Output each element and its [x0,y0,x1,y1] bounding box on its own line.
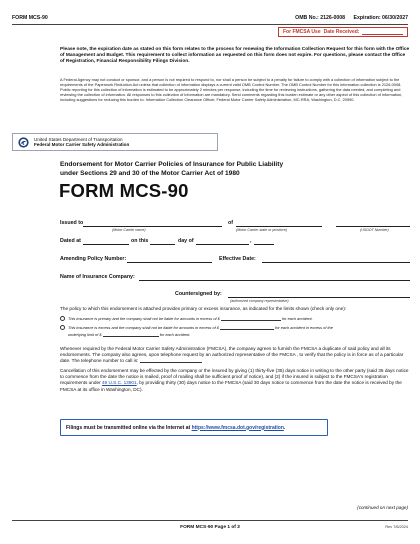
carrier-state-hint: (Motor Carrier state or province) [236,228,288,232]
dated-at-field[interactable] [83,244,129,245]
excess-insurance-option[interactable] [60,325,410,331]
omb-header [288,15,408,21]
excess-radio[interactable] [60,325,65,330]
carrier-name-hint: (Motor Carrier name) [112,228,146,232]
effective-date-label: Effective Date: [219,256,256,262]
carrier-name-field[interactable] [83,226,222,227]
filing-instructions-box [60,419,328,436]
policy-number-field[interactable] [127,262,212,263]
underlying-limit-field[interactable] [103,332,159,337]
of-label: of [228,220,233,226]
omb-number: OMB No.: 2126-0008 [295,15,346,21]
cancellation-text-2: , by providing thirty (30) days notice to the FMCSA (said 30 days notice to commence from the date the notice is received by the FMCSA at its office in Washington, DC). [60,380,402,392]
policy-number-label: Amending Policy Number: [60,256,127,262]
dot-seal-icon [18,137,29,148]
date-received-field[interactable] [362,29,403,35]
insurance-company-field[interactable] [139,280,410,281]
countersigned-label: Countersigned by: [175,291,222,297]
header-divider [12,24,408,25]
fmcsa-use-label: For FMCSA Use [283,29,321,35]
primary-insurance-option[interactable] [60,316,410,322]
footer-divider [12,520,408,521]
underlying-limit-suffix: for each accident. [159,332,191,337]
fmcsa-use-box [278,27,408,37]
duplicate-policy-text: Whenever required by the Federal Motor Carrier Safety Administration (FMCSA), the company agrees to furnish the FMCSA a duplicate of said policy and all its endorsements. The company also agrees, upon telephone request by an authorized representative of the FMCSA , to verify that the policy is in force as of a particular date. The telephone number to call is: [60,346,404,364]
date-received-label: Date Received: [323,29,360,35]
primary-radio[interactable] [60,316,65,321]
continued-note: (continued on next page) [357,505,408,510]
dated-at-label: Dated at [60,238,81,244]
policy-type-instruction: The policy to which this endorsement is attached provides primary or excess insurance, as indicated for the limits shown (check only one): [60,306,347,311]
primary-option-suffix: for each accident. [282,316,313,321]
usdot-number-field[interactable] [336,226,410,227]
issued-to-label: Issued to [60,220,84,226]
telephone-number-field[interactable] [140,358,202,363]
subtitle-line-1: Endorsement for Motor Carrier Policies of Insurance for Public Liability [60,161,284,168]
filing-end: . [283,424,286,431]
agency-line-1: United States Department of Transportation [34,136,123,142]
countersigned-field[interactable] [228,297,410,298]
cancellation-paragraph [60,368,412,393]
cancellation-text-1: Cancellation of this endorsement may be effected by the company or the insured by giving (1) thirty-five (35) days notice in writing to the other party (said 35 days notice to commence from the date the notice is mailed, proof of mailing shall be sufficient proof of notice), and (2) if the insured is subject to the FMCSA's registration requirements under [60,368,409,386]
excess-limit-field[interactable] [220,325,274,330]
form-title: FORM MCS-90 [59,180,189,201]
excess-option-suffix: for each accident in excess of the [275,325,333,330]
year-field[interactable] [254,244,274,245]
page-footer: FORM MCS-90 Page 1 of 3 [180,525,240,530]
day-field[interactable] [150,244,175,245]
fmcsa-registration-link[interactable]: https://www.fmcsa.dot.gov/registration [191,424,284,431]
revision-date: Rev 7/6/2024 [385,525,408,529]
date-comma: , [250,238,252,244]
excess-option-text: This insurance is excess and the company shall not be liable for amounts in excess of $ [68,325,219,330]
primary-option-text: This insurance is primary and the company shall not be liable for amounts in excess of $ [68,316,220,321]
usc-13901-link[interactable]: 49 U.S.C. 13901 [101,380,137,386]
rep-hint: (authorized company representative) [230,299,289,303]
subtitle-line-2: under Sections 29 and 30 of the Motor Carrier Act of 1980 [60,170,240,177]
underlying-limit-row [68,332,418,338]
paperwork-notice: A Federal Agency may not conduct or sponsor, and a person is not required to respond to, nor shall a person be subject to a penalty for failure to comply with a collection of information subject to the requirements of the Paperwork Reduction Act unless that collection of information displays a current valid OMB Control Number. The OMB Control Number for this information collection is 2126-0008. Public reporting for this collection of information is estimated to be approximately 2 minutes per response, including the time for reviewing instructions, gathering the data needed, and completing and reviewing the collection of information. All responses to this collection of information are mandatory. Send comments regarding this burden estimate or any other aspect of this collection of information, including suggestions for reducing this burden to: Information Collection Clearance Officer, Federal Motor Carrier Safety Administration, MC-RRA, Washington, D.C. 20590. [60,77,403,102]
dot-logo [12,133,218,151]
primary-limit-field[interactable] [221,316,281,321]
underlying-limit-text: underlying limit of $ [68,332,102,337]
filing-text: Filings must be transmitted online via the Internet at [66,424,191,431]
month-field[interactable] [196,244,249,245]
form-subtitle [60,160,410,178]
carrier-state-field[interactable] [236,226,322,227]
usdot-hint: (USDOT Number) [360,228,389,232]
day-of-label: day of [178,238,194,244]
effective-date-field[interactable] [262,262,410,263]
expiration-notice: Please note, the expiration date as stated on this form relates to the process for renewing the Information Collection Request for this form with the Office of Management and Budget. This requirement to collect information as requested on this form does not expire. For questions, please contact the Office of Registration, Financial Responsibility Filings Division. [60,47,410,65]
insurance-company-label: Name of Insurance Company: [60,274,135,280]
on-this-label: on this [131,238,149,244]
form-id-header: FORM MCS-90 [12,15,48,21]
agency-name [34,137,129,148]
expiration-date: Expiration: 06/30/2027 [353,15,408,21]
agency-line-2: Federal Motor Carrier Safety Administration [34,142,130,147]
duplicate-policy-paragraph [60,346,412,365]
